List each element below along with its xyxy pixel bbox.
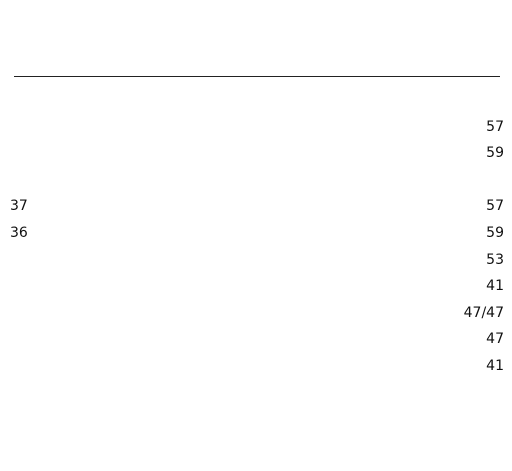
body-line: 57 [486,118,504,135]
body-line [10,87,504,114]
body-line: 47/47 [463,304,504,321]
article-body [10,87,504,433]
body-line: 59 36 [10,224,504,241]
body-line: 47 [486,331,504,348]
body-line: 53 [486,251,504,268]
body-line [10,380,504,407]
body-line [10,406,504,433]
body-line [10,167,504,194]
subheadline [10,48,504,70]
body-line: 41 [486,278,504,295]
headline [10,8,504,30]
body-line: 57 37 [10,198,504,215]
body-line: 41 [486,357,504,374]
body-line: 59 [486,145,504,162]
headline-divider [14,76,500,77]
